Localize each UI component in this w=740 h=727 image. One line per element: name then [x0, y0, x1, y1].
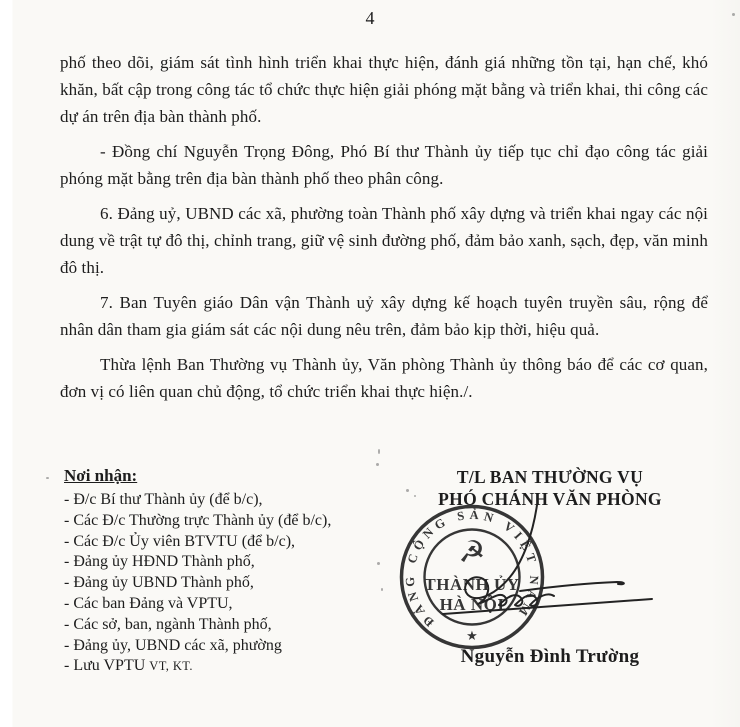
recipient-item: - Đảng ủy, UBND các xã, phường [64, 636, 282, 654]
recipient-item-suffix: VT, KT. [149, 659, 193, 674]
paragraph: 6. Đảng uỷ, UBND các xã, phường toàn Thành phố xây dựng và triển khai ngay các nội dung về trật tự đô thị, chỉnh trang, giữ vệ sinh đường phố, đảm bảo xanh, sạch, đẹp, văn minh đô thị. [60, 204, 708, 277]
stamp-line1: THÀNH ỦY [424, 575, 520, 594]
stamp-ring-text: ĐẢNG CỘNG SẢN VIỆT NAM [402, 507, 542, 630]
recipient-item: - Các Đ/c Thường trực Thành ủy (để b/c), [64, 511, 332, 529]
hammer-sickle-icon: ☭ [458, 535, 486, 570]
recipient-item: - Các Đ/c Ủy viên BTVTU (để b/c), [64, 532, 296, 550]
paragraph: - Đồng chí Nguyễn Trọng Đông, Phó Bí thư Thành ủy tiếp tục chỉ đạo công tác giải phóng mặt bằng trên địa bàn thành phố theo phân công. [60, 142, 708, 188]
recipient-item: - Đảng ủy UBND Thành phố, [64, 574, 254, 592]
scan-noise-speck [46, 477, 49, 479]
signature-scribble [465, 505, 554, 606]
signature-title-line: PHÓ CHÁNH VĂN PHÒNG [438, 489, 662, 509]
recipient-item: - Các sở, ban, ngành Thành phố, [64, 615, 272, 633]
signature-underline-stroke [443, 599, 652, 614]
recipient-item: - Đảng ủy HĐND Thành phố, [64, 553, 255, 571]
recipient-item: - Đ/c Bí thư Thành ủy (để b/c), [64, 491, 263, 508]
signer-name: Nguyễn Đình Trường [460, 646, 640, 667]
signature-tail-stroke [520, 582, 624, 591]
scan-noise-speck [377, 562, 380, 565]
scan-noise-speck [378, 449, 380, 454]
recipients-heading: Nơi nhận: [64, 466, 138, 485]
stamp-star-icon: ★ [466, 628, 478, 643]
scan-noise-speck [406, 489, 409, 492]
scan-noise-speck [414, 495, 416, 497]
stamp-line2: HÀ NỘI [439, 595, 505, 614]
paragraph: Thừa lệnh Ban Thường vụ Thành ủy, Văn phòng Thành ủy thông báo để các cơ quan, đơn vị có liên quan chủ động, tổ chức triển khai thực hiện./. [60, 355, 708, 401]
signature-authority-line: T/L BAN THƯỜNG VỤ [456, 467, 644, 487]
scan-noise-speck [381, 588, 383, 591]
scan-noise-speck [376, 463, 379, 466]
paragraph: 7. Ban Tuyên giáo Dân vận Thành uỷ xây dựng kế hoạch tuyên truyền sâu, rộng để nhân dân tham gia giám sát các nội dung nêu trên, đảm bảo kịp thời, hiệu quả. [60, 293, 708, 339]
handwritten-signature [420, 492, 670, 632]
recipients-block [64, 466, 394, 677]
recipients-list [64, 490, 394, 677]
recipient-item: - Lưu VPTU VT, KT. [64, 657, 193, 675]
page-number: 4 [365, 8, 375, 28]
paragraph: phố theo dõi, giám sát tình hình triển khai thực hiện, đánh giá những tồn tại, hạn chế, khó khăn, bất cập trong công tác tổ chức thực hiện giải phóng mặt bằng và triển khai, thi công các dự án trên địa bàn thành phố. [60, 53, 708, 126]
recipient-item: - Các ban Đảng và VPTU, [64, 594, 233, 612]
scan-noise-speck [732, 13, 735, 16]
